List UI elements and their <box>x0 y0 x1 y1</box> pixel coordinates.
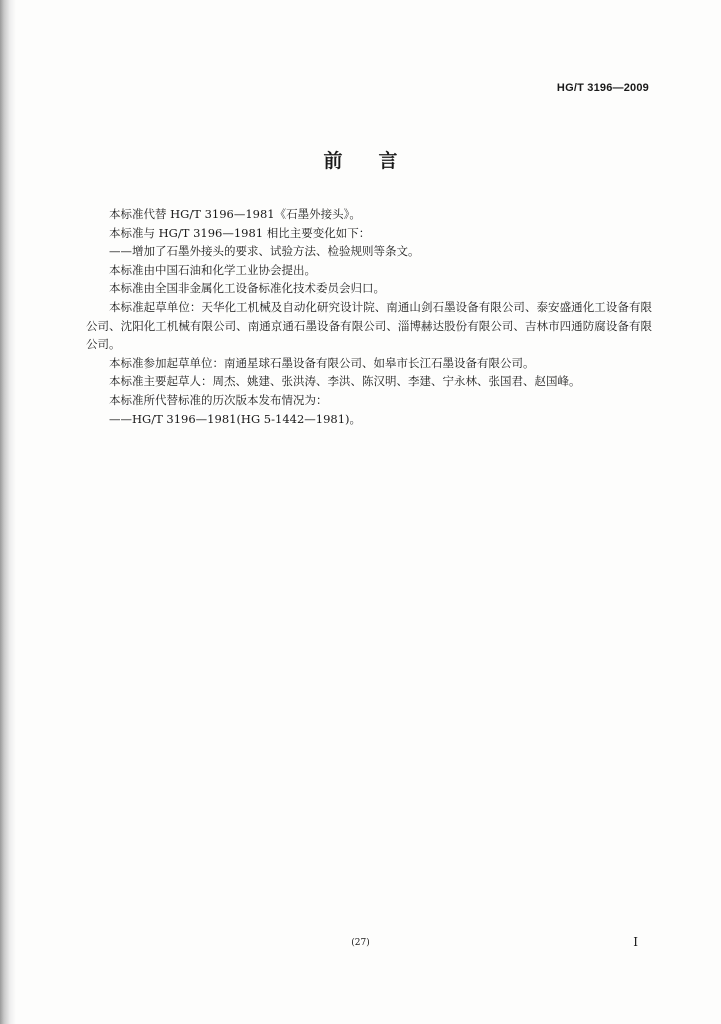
paragraph: 本标准与 HG/T 3196—1981 相比主要变化如下： <box>109 225 371 240</box>
page-title <box>0 146 721 173</box>
paragraph: ——HG/T 3196—1981(HG 5-1442—1981)。 <box>109 411 362 426</box>
roman-page-number: I <box>633 935 638 949</box>
paragraph: 本标准主要起草人：周杰、姚建、张洪涛、李洪、陈汉明、李建、宁永林、张国君、赵国峰。 <box>109 374 581 389</box>
paragraph: ——增加了石墨外接头的要求、试验方法、检验规则等条文。 <box>109 244 420 259</box>
page-number: (27) <box>351 938 370 948</box>
foreword-body <box>86 205 652 428</box>
paragraph: 本标准由中国石油和化学工业协会提出。 <box>109 262 316 277</box>
paragraph: 本标准代替 HG/T 3196—1981《石墨外接头》。 <box>109 207 361 221</box>
paragraph: 本标准所代替标准的历次版本发布情况为： <box>109 392 328 407</box>
paragraph: 本标准参加起草单位：南通星球石墨设备有限公司、如皋市长江石墨设备有限公司。 <box>109 355 535 370</box>
title-char-2: 言 <box>378 150 398 172</box>
paragraph: 本标准起草单位：天华化工机械及自动化研究设计院、南通山剑石墨设备有限公司、泰安盛通化工设备有限公司、沈阳化工机械有限公司、南通京通石墨设备有限公司、淄博赫达股份有限公司、吉林市四通防腐设备有限公司。 <box>86 299 652 352</box>
paragraph: 本标准由全国非金属化工设备标准化技术委员会归口。 <box>109 281 385 296</box>
standard-code: HG/T 3196—2009 <box>556 82 649 94</box>
title-char-1: 前 <box>323 150 343 172</box>
